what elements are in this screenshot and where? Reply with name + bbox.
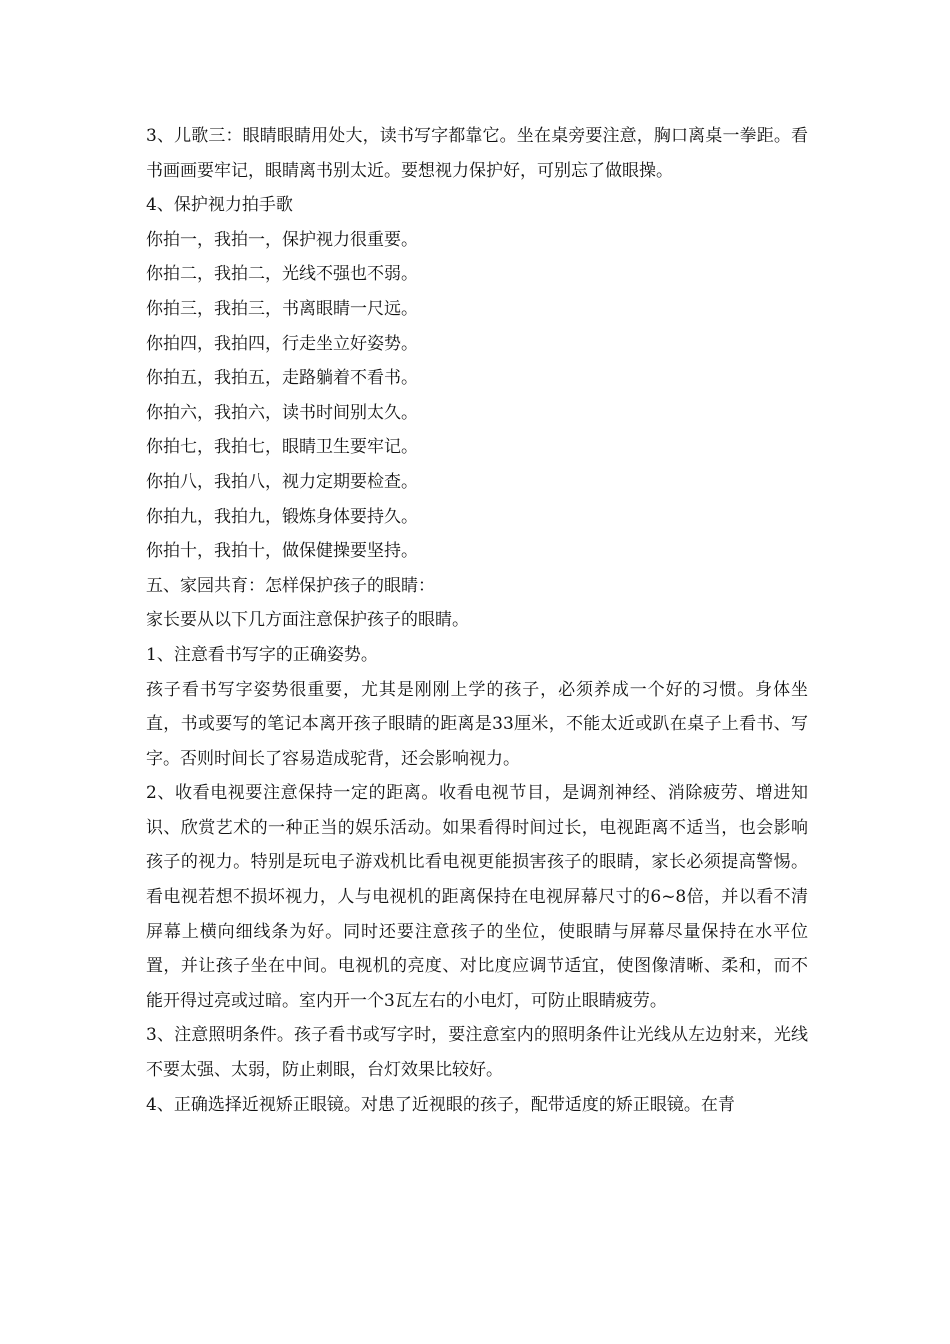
song-line: 你拍五，我拍五，走路躺着不看书。 <box>146 368 418 389</box>
song-line: 你拍四，我拍四，行走坐立好姿势。 <box>146 333 418 354</box>
heading-clapping-song: 4、保护视力拍手歌 <box>146 195 293 216</box>
song-line: 你拍九，我拍九，锻炼身体要持久。 <box>146 506 418 527</box>
document-page <box>146 119 808 1122</box>
song-line: 你拍八，我拍八，视力定期要检查。 <box>146 471 418 492</box>
paragraph-lighting: 3、注意照明条件。孩子看书或写字时，要注意室内的照明条件让光线从左边射来，光线不要太强、太弱，防止刺眼，台灯效果比较好。 <box>146 1025 808 1081</box>
song-line: 你拍六，我拍六，读书时间别太久。 <box>146 402 418 423</box>
song-line: 你拍十，我拍十，做保健操要坚持。 <box>146 541 418 562</box>
paragraph-glasses: 4、正确选择近视矫正眼镜。对患了近视眼的孩子，配带适度的矫正眼镜。在青 <box>146 1094 735 1115</box>
song-line: 你拍七，我拍七，眼睛卫生要牢记。 <box>146 437 418 458</box>
clapping-song-lines <box>146 223 808 569</box>
section-heading-home-school: 五、家园共育：怎样保护孩子的眼睛： <box>146 575 435 596</box>
paragraph-posture: 孩子看书写字姿势很重要，尤其是刚刚上学的孩子，必须养成一个好的习惯。身体坐直，书或要写的笔记本离开孩子眼睛的距离是33厘米，不能太近或趴在桌子上看书、写字。否则时间长了容易造成驼背，还会影响视力。 <box>146 679 808 769</box>
song-line: 你拍二，我拍二，光线不强也不弱。 <box>146 264 418 285</box>
paragraph-intro: 家长要从以下几方面注意保护孩子的眼睛。 <box>146 610 469 631</box>
heading-posture: 1、注意看书写字的正确姿势。 <box>146 644 378 665</box>
song-line: 你拍一，我拍一，保护视力很重要。 <box>146 229 418 250</box>
paragraph-tv-distance: 2、收看电视要注意保持一定的距离。收看电视节目，是调剂神经、消除疲劳、增进知识、欣赏艺术的一种正当的娱乐活动。如果看得时间过长，电视距离不适当，也会影响孩子的视力。特别是玩电子游戏机比看电视更能损害孩子的眼睛，家长必须提高警惕。看电视若想不损坏视力，人与电视机的距离保持在电视屏幕尺寸的6~8倍，并以看不清屏幕上横向细线条为好。同时还要注意孩子的坐位，使眼睛与屏幕尽量保持在水平位置，并让孩子坐在中间。电视机的亮度、对比度应调节适宜，使图像清晰、柔和，而不能开得过亮或过暗。室内开一个3瓦左右的小电灯，可防止眼睛疲劳。 <box>146 783 808 1011</box>
paragraph-song-three: 3、儿歌三：眼睛眼睛用处大，读书写字都靠它。坐在桌旁要注意，胸口离桌一拳距。看书画画要牢记，眼睛离书别太近。要想视力保护好，可别忘了做眼操。 <box>146 126 808 181</box>
song-line: 你拍三，我拍三，书离眼睛一尺远。 <box>146 298 418 319</box>
